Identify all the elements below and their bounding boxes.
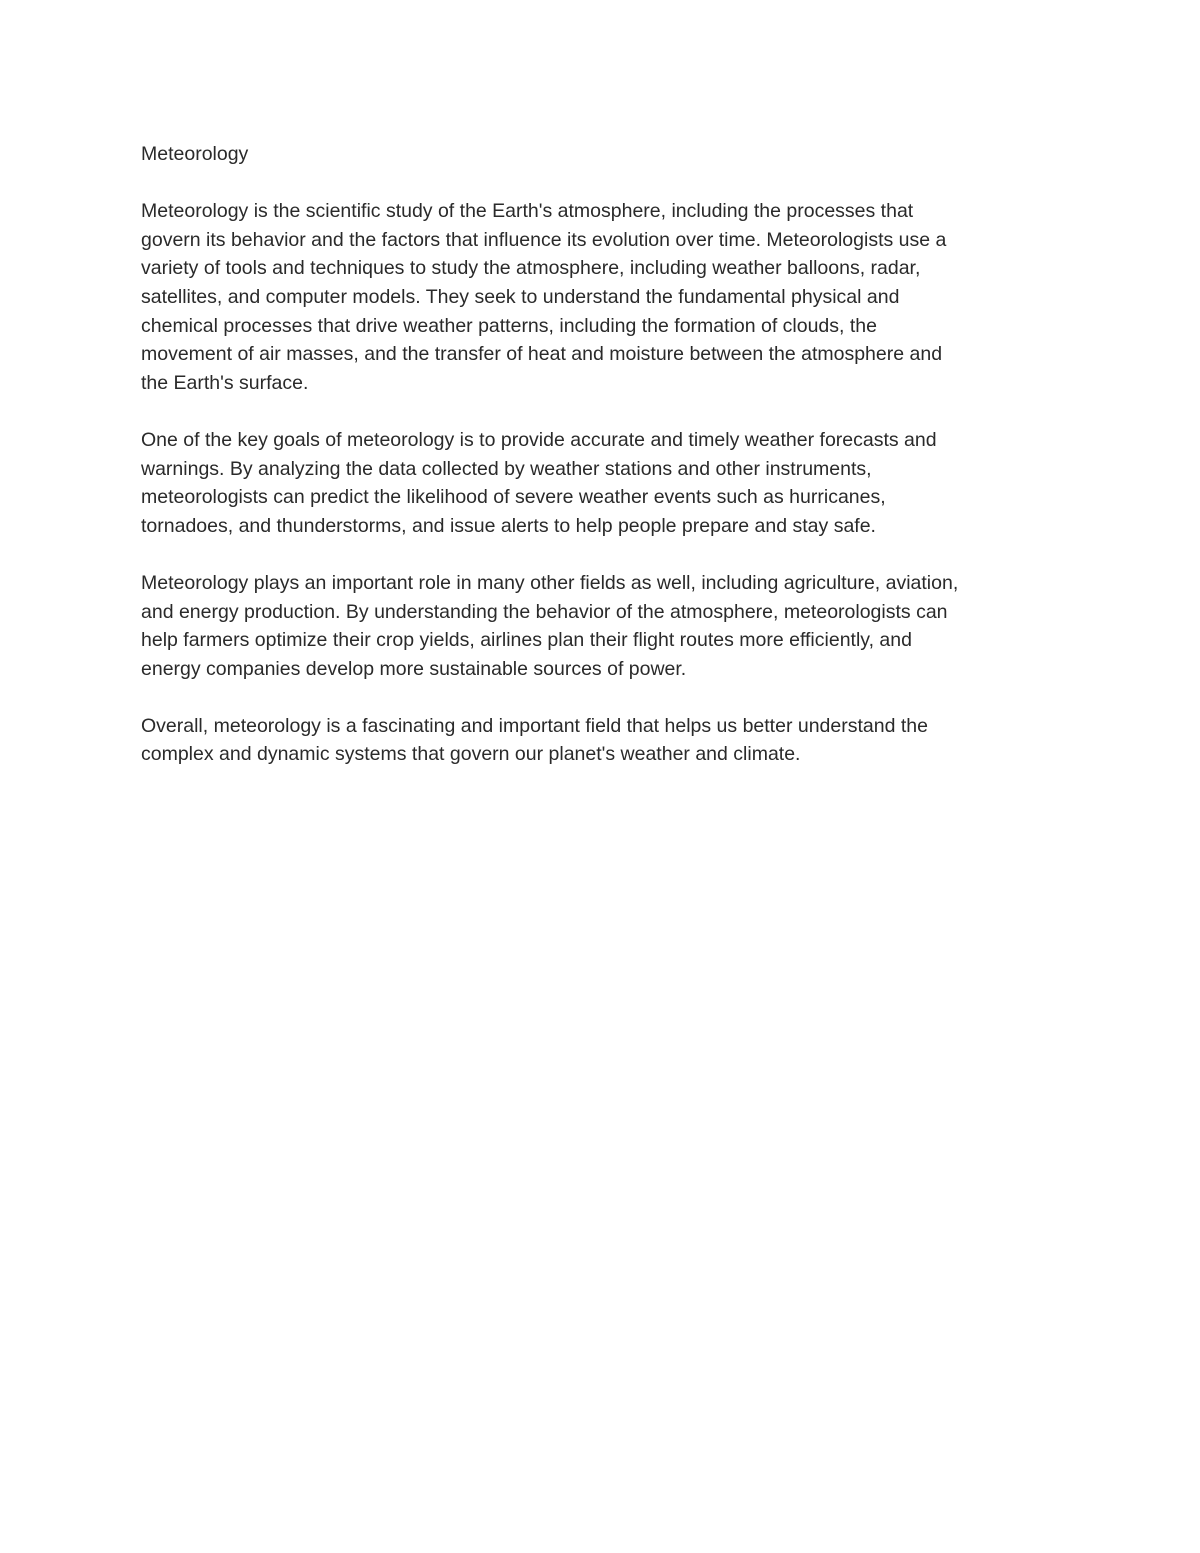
paragraph-line: One of the key goals of meteorology is to provide accurate and timely weather forecasts and (141, 428, 937, 451)
document-body (141, 140, 1061, 798)
paragraph-line: satellites, and computer models. They seek to understand the fundamental physical and (141, 285, 900, 308)
paragraph-forecasts (141, 426, 1061, 540)
paragraph-line: Meteorology plays an important role in many other fields as well, including agriculture, aviation, (141, 571, 959, 594)
paragraph-line: movement of air masses, and the transfer of heat and moisture between the atmosphere and (141, 343, 943, 366)
paragraph-line: govern its behavior and the factors that influence its evolution over time. Meteorologists use a (141, 228, 947, 251)
paragraph-line: energy companies develop more sustainable sources of power. (141, 657, 687, 680)
document-title: Meteorology (141, 143, 249, 165)
paragraph-line: tornadoes, and thunderstorms, and issue alerts to help people prepare and stay safe. (141, 514, 876, 537)
paragraph-line: warnings. By analyzing the data collected by weather stations and other instruments, (141, 457, 872, 480)
paragraph-line: chemical processes that drive weather patterns, including the formation of clouds, the (141, 314, 877, 337)
paragraph-conclusion (141, 712, 1061, 769)
paragraph-line: variety of tools and techniques to study the atmosphere, including weather balloons, radar, (141, 257, 921, 280)
paragraph-line: help farmers optimize their crop yields, airlines plan their flight routes more efficiently, and (141, 629, 912, 652)
paragraph-intro (141, 197, 1061, 397)
paragraph-line: the Earth's surface. (141, 371, 309, 394)
paragraph-other-fields (141, 569, 1061, 683)
paragraph-line: and energy production. By understanding the behavior of the atmosphere, meteorologists can (141, 600, 948, 623)
paragraph-line: complex and dynamic systems that govern our planet's weather and climate. (141, 743, 801, 766)
paragraph-line: Overall, meteorology is a fascinating and important field that helps us better understand the (141, 714, 928, 737)
paragraph-line: Meteorology is the scientific study of the Earth's atmosphere, including the processes that (141, 200, 914, 223)
paragraph-line: meteorologists can predict the likelihood of severe weather events such as hurricanes, (141, 486, 886, 509)
